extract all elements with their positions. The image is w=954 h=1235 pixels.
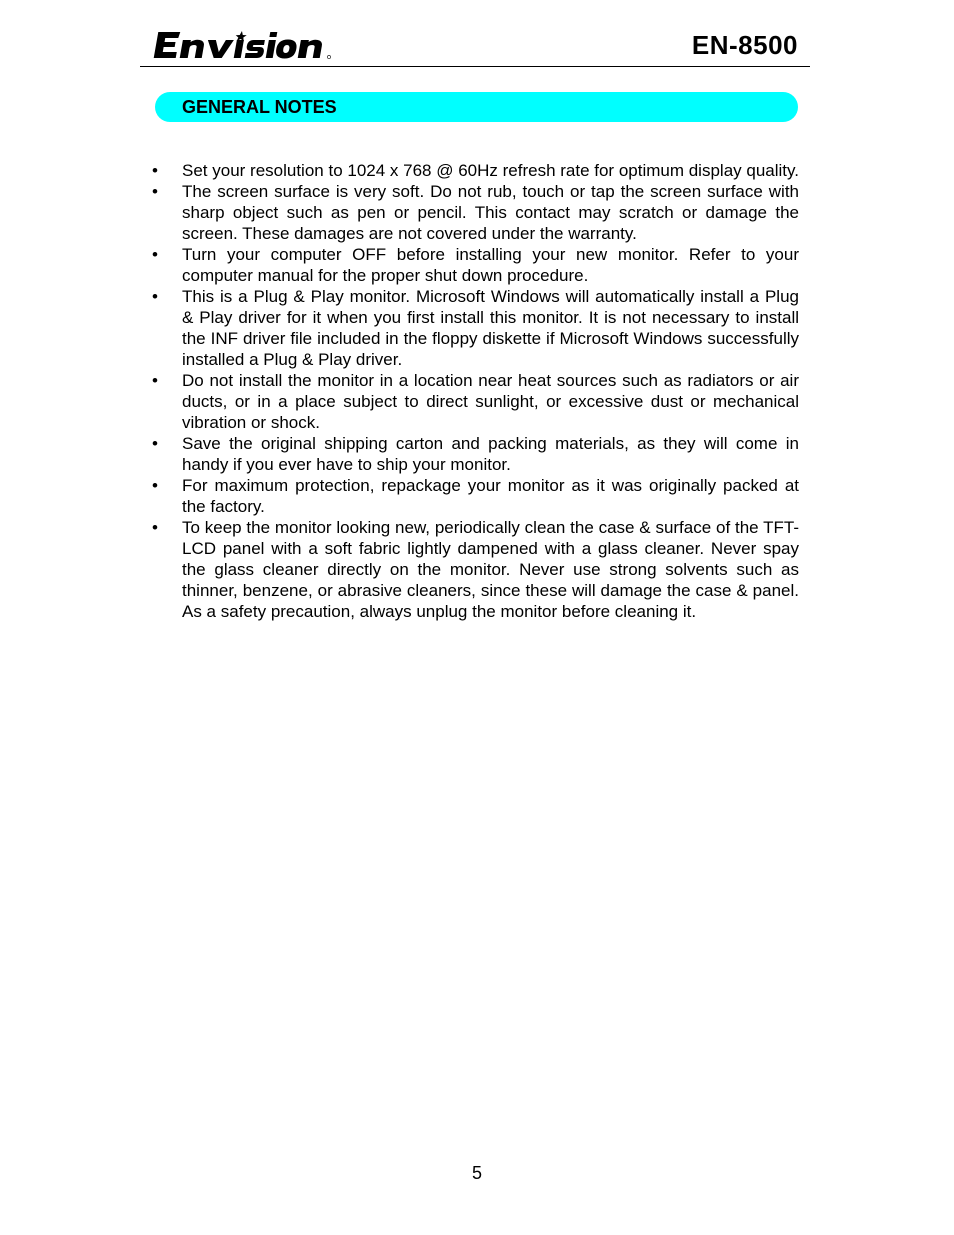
note-text: This is a Plug & Play monitor. Microsoft Windows will automatically install a Plug & Play driver for it when you first install this monitor. It is not necessary to install the INF driver file included in the floppy diskette if Microsoft Windows successfully installed a Plug & Play driver.	[182, 287, 799, 369]
list-item	[152, 517, 799, 622]
bullet-icon: •	[152, 182, 158, 201]
list-item	[152, 475, 799, 517]
bullet-icon: •	[152, 434, 158, 453]
bullet-icon: •	[152, 161, 158, 180]
note-text: Set your resolution to 1024 x 768 @ 60Hz refresh rate for optimum display quality.	[182, 161, 799, 180]
note-text: Save the original shipping carton and packing materials, as they will come in handy if you ever have to ship your monitor.	[182, 434, 799, 474]
list-item	[152, 370, 799, 433]
list-item	[152, 160, 799, 181]
page-header	[140, 26, 810, 67]
bullet-icon: •	[152, 518, 158, 537]
list-item	[152, 181, 799, 244]
list-item	[152, 244, 799, 286]
bullet-icon: •	[152, 245, 158, 264]
model-number: EN-8500	[691, 30, 798, 60]
bullet-icon: •	[152, 287, 158, 306]
bullet-icon: •	[152, 476, 158, 495]
page-number: 5	[471, 1163, 482, 1183]
general-notes-list	[152, 160, 799, 622]
list-item	[152, 433, 799, 475]
note-text: For maximum protection, repackage your monitor as it was originally packed at the factory.	[182, 476, 799, 516]
note-text: The screen surface is very soft. Do not rub, touch or tap the screen surface with sharp object such as pen or pencil. This contact may scratch or damage the screen. These damages are not covered under the warranty.	[182, 182, 799, 243]
note-text: Turn your computer OFF before installing your new monitor. Refer to your computer manual for the proper shut down procedure.	[182, 245, 799, 285]
bullet-icon: •	[152, 371, 158, 390]
envision-logo	[153, 28, 333, 62]
note-text: Do not install the monitor in a location near heat sources such as radiators or air ducts, or in a place subject to direct sunlight, or excessive dust or mechanical vibration or shock.	[182, 371, 799, 432]
list-item	[152, 286, 799, 370]
section-title: GENERAL NOTES	[182, 97, 337, 117]
section-header-bar	[155, 92, 798, 122]
note-text: To keep the monitor looking new, periodically clean the case & surface of the TFT-LCD panel with a soft fabric lightly dampened with a glass cleaner. Never spay the glass cleaner directly on the monitor. Never use strong solvents such as thinner, benzene, or abrasive cleaners, since these will damage the case & panel. As a safety precaution, always unplug the monitor before cleaning it.	[182, 518, 799, 621]
